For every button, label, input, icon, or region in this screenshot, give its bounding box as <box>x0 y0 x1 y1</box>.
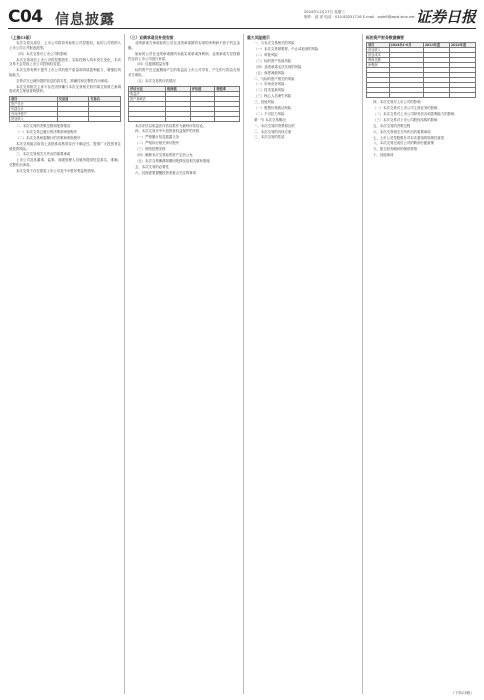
paragraph: （二）本次交易尚需履行的决策和审批程序 <box>16 135 81 140</box>
paragraph: （二）技术更新风险 <box>254 88 285 93</box>
table-header-cell: 评估值 <box>190 86 215 91</box>
paragraph: 四、本次交易对中小投资者权益保护的安排 <box>135 129 200 134</box>
table-header-cell: 账面值 <box>166 86 191 91</box>
data-table <box>9 96 121 122</box>
article-column-2 <box>128 34 240 696</box>
table-cell <box>423 93 449 98</box>
paragraph: 四、本次交易对上市公司的影响 <box>373 100 421 105</box>
edit-info: 制作：邱 泽 电话：010-83251716 E-mail：zqrb9@zqrb.sina.net <box>304 15 415 19</box>
table-cell <box>129 116 166 121</box>
paragraph: （五）本次交易摊薄即期回报情况及相关填补措施 <box>135 158 210 163</box>
paragraph: 本次交易不存在损害上市公司及中小股东利益的情形。 <box>16 168 98 173</box>
table-cell: 营业收入 <box>10 117 58 122</box>
data-table <box>128 86 240 122</box>
article-column-1 <box>9 34 121 696</box>
article-column-3 <box>247 34 359 696</box>
paragraph: 七、上市公司控股股东对本次重组的原则性意见 <box>373 135 445 140</box>
table-row <box>367 93 476 98</box>
paragraph: 交易对方已就所提供信息的真实性、准确性和完整性作出承诺。 <box>16 78 111 83</box>
paragraph: 三、本次交易的性质 <box>254 135 285 140</box>
table-header-cell: 评估方法 <box>129 86 166 91</box>
paragraph: 二、与标的资产相关的风险 <box>254 76 295 81</box>
paragraph: （一）本次交易被暂停、中止或取消的风险 <box>254 47 319 52</box>
table-cell <box>166 116 191 121</box>
paragraph: （二）本次交易对上市公司财务状况和盈利能力的影响 <box>373 111 455 116</box>
paragraph: 如标的公司在业绩承诺期内未能实现承诺净利润，业绩承诺方应按照约定向上市公司进行补偿。 <box>128 51 240 61</box>
paragraph: 三、其他风险 <box>254 100 275 105</box>
column-heading: 标的资产财务数据摘要 <box>366 34 404 40</box>
table-header-cell: 交易前 <box>57 97 89 102</box>
article-column-4 <box>366 34 476 696</box>
table-cell <box>389 93 423 98</box>
table-cell: 负债合计 <box>10 107 58 112</box>
paragraph: 本次交易完成后，上市公司将持有标的公司控股权，标的公司将纳入上市公司合并报表范围。 <box>9 41 121 50</box>
paragraph: （一）本次交易已履行的决策和审批程序 <box>16 130 78 135</box>
table-cell: 收益法 <box>129 91 166 96</box>
table-row <box>129 116 240 121</box>
paragraph: 本次交易相关主体不存在因涉嫌与本次交易相关的内幕交易被立案调查或者立案侦查的情形。 <box>9 84 121 94</box>
column-heading: （三）业绩承诺及补偿安排 <box>128 34 174 40</box>
table-header-cell: 交易后 <box>89 97 121 102</box>
paragraph: （四）本次交易对上市公司的影响 <box>16 51 67 56</box>
table-header-cell: 2022年度 <box>449 43 475 48</box>
paragraph: 一、本次交易的背景和目的 <box>254 123 295 128</box>
paragraph: （一）严格履行信息披露义务 <box>135 135 180 140</box>
paragraph: （一）股票价格波动风险 <box>254 106 292 110</box>
page-number: C04 <box>8 7 43 27</box>
paragraph: （三）网络投票安排 <box>135 147 166 152</box>
paragraph: 二、本次交易的具体方案 <box>254 129 292 134</box>
table-cell: 资产总计 <box>10 102 58 107</box>
paragraph: 五、本次交易的决策过程 <box>373 123 411 128</box>
paragraph: 本次评估以收益法评估结果作为最终评估结论。 <box>135 123 207 128</box>
paragraph: 第一节 本次交易概况 <box>254 117 286 122</box>
paragraph: 六、其他需要提醒投资者重点关注的事项 <box>135 170 197 175</box>
publication-info <box>304 10 424 20</box>
paragraph: 六、本次交易相关方所作出的重要承诺 <box>373 129 431 134</box>
table-cell: 利润总额 <box>367 58 390 63</box>
paragraph: （五）本次交易的评估情况 <box>135 78 176 83</box>
page-header <box>8 6 476 29</box>
newspaper-logo: 证券日报 <box>415 8 476 26</box>
table-header-cell: 项目 <box>367 43 390 48</box>
data-table <box>366 42 476 98</box>
table-cell: 营业收入 <box>367 48 390 53</box>
table-header-cell: 项目 <box>10 97 58 102</box>
column-heading: 重大风险提示 <box>247 34 270 40</box>
table-cell <box>367 93 390 98</box>
paragraph: 九、独立财务顾问的保荐资格 <box>373 147 418 152</box>
paragraph: 上市公司及其董事、监事、高级管理人员就所提供信息真实、准确、完整作出承诺。 <box>9 158 121 168</box>
table-cell <box>449 93 475 98</box>
table-cell: 净利润 <box>367 63 390 68</box>
table-cell: 营业成本 <box>367 53 390 58</box>
paragraph: 十、其他事项 <box>373 153 394 158</box>
table-cell <box>215 116 240 121</box>
paragraph: （五）商誉减值风险 <box>254 70 285 75</box>
paragraph: 三、本次交易相关方作出的重要承诺 <box>16 152 71 157</box>
paragraph: （四）过渡期损益安排 <box>135 62 169 67</box>
table-cell <box>57 117 89 122</box>
paragraph: （一）市场竞争风险 <box>254 82 285 87</box>
column-divider <box>124 34 125 694</box>
table-header-cell: 2024年1-6月 <box>389 43 423 48</box>
continuation-note: （下转C5版） <box>451 691 474 695</box>
table-header-cell: 2023年度 <box>423 43 449 48</box>
paragraph: （二）严格执行相关审议程序 <box>135 141 180 146</box>
paragraph: （二）不可抗力风险 <box>254 111 285 116</box>
table-row <box>10 117 121 122</box>
paragraph: 业绩承诺方承诺标的公司在业绩承诺期内实现的净利润不低于约定金额。 <box>128 41 240 50</box>
paragraph: 本次交易前后上市公司的控股股东、实际控制人均未发生变化，本次交易不会导致上市公司控制权变更。 <box>9 57 121 67</box>
paragraph: 标的资产在过渡期间产生的收益由上市公司享有，产生的亏损由交易对方承担。 <box>128 68 240 77</box>
paragraph: 本次交易有利于提升上市公司的资产质量和持续盈利能力，增强抗风险能力。 <box>9 68 121 77</box>
paragraph: （三）核心人员流失风险 <box>254 94 292 99</box>
paragraph: （三）本次交易对上市公司股权结构的影响 <box>373 117 438 122</box>
paragraph: （二）审批风险 <box>254 52 278 57</box>
paragraph: （四）确保本次交易标的资产定价公允 <box>135 153 193 158</box>
paragraph: （一）本次交易对上市公司主营业务的影响 <box>373 106 438 111</box>
table-cell: 资产基础法 <box>129 96 166 101</box>
paragraph: 二、本次交易的决策过程和批准情况 <box>16 124 71 129</box>
table-header-cell: 增值率 <box>215 86 240 91</box>
column-heading: （上接C3版） <box>9 34 34 40</box>
column-divider <box>243 34 244 694</box>
column-divider <box>362 34 363 694</box>
section-title: 信息披露 <box>55 12 115 28</box>
paragraph: 一、与本次交易相关的风险 <box>254 41 295 46</box>
table-cell <box>89 117 121 122</box>
paragraph: 八、本次交易完成后公司的利润分配政策 <box>373 141 435 146</box>
paragraph: （四）业绩承诺无法实现的风险 <box>254 64 302 69</box>
publication-date: 2024年11月27日 星期三 <box>304 10 345 14</box>
paragraph: 五、本次交易的必要性 <box>135 164 169 169</box>
table-cell <box>190 116 215 121</box>
paragraph: 本次交易能否取得上述批准或核准存在不确定性，提请广大投资者注意投资风险。 <box>9 141 121 151</box>
table-cell: 归母净资产 <box>10 112 58 117</box>
paragraph: （三）标的资产估值风险 <box>254 58 292 63</box>
